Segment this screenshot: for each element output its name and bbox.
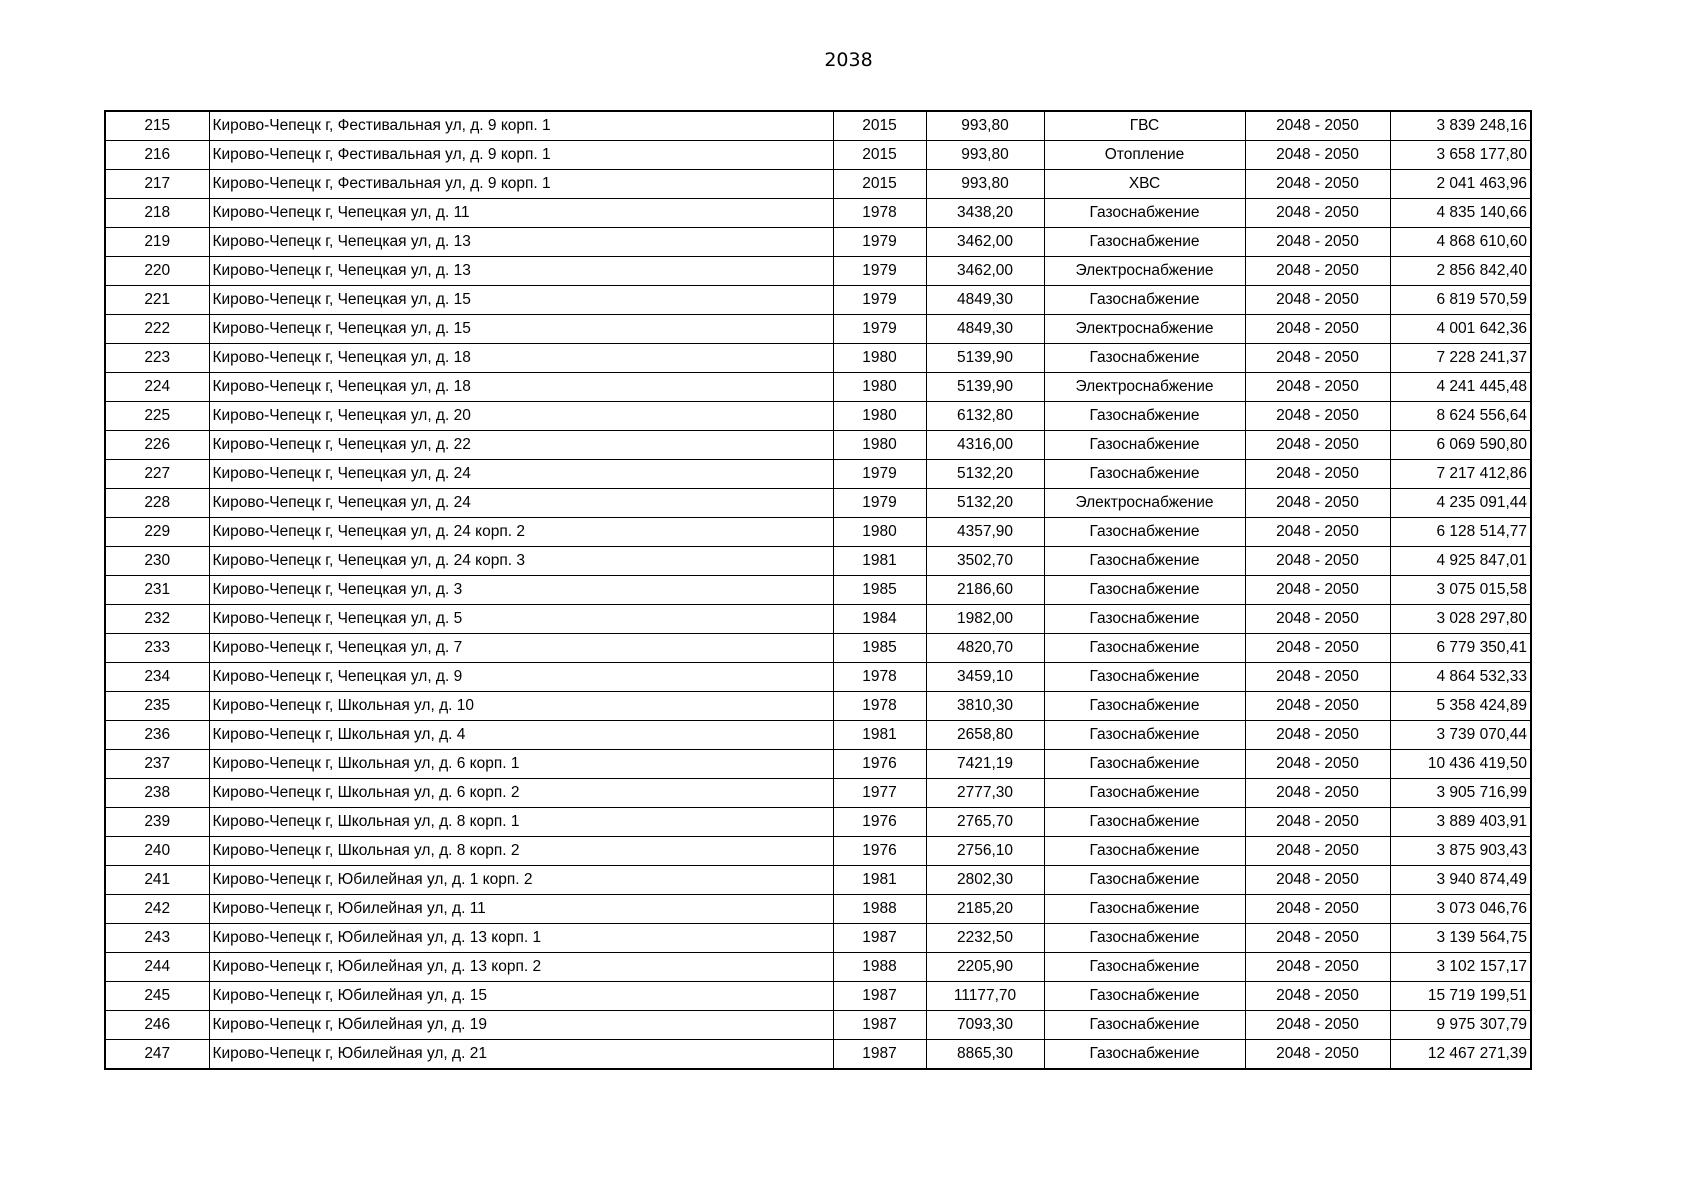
cell-build-year: 1978: [833, 199, 926, 228]
cell-row-number: 245: [105, 982, 209, 1011]
cell-repair-period: 2048 - 2050: [1245, 866, 1390, 895]
cell-address: Кирово-Чепецк г, Юбилейная ул, д. 13 корп. 2: [209, 953, 833, 982]
cell-build-year: 1979: [833, 257, 926, 286]
cell-service-type: Электроснабжение: [1044, 489, 1245, 518]
cell-row-number: 232: [105, 605, 209, 634]
cell-repair-period: 2048 - 2050: [1245, 199, 1390, 228]
cell-address: Кирово-Чепецк г, Фестивальная ул, д. 9 корп. 1: [209, 170, 833, 199]
cell-service-type: ГВС: [1044, 111, 1245, 141]
cell-cost: 3 073 046,76: [1390, 895, 1531, 924]
cell-repair-period: 2048 - 2050: [1245, 721, 1390, 750]
cell-area: 11177,70: [926, 982, 1044, 1011]
cell-row-number: 243: [105, 924, 209, 953]
cell-area: 5132,20: [926, 460, 1044, 489]
cell-row-number: 236: [105, 721, 209, 750]
cell-address: Кирово-Чепецк г, Чепецкая ул, д. 18: [209, 344, 833, 373]
cell-service-type: Газоснабжение: [1044, 547, 1245, 576]
cell-repair-period: 2048 - 2050: [1245, 344, 1390, 373]
cell-area: 4820,70: [926, 634, 1044, 663]
cell-area: 3810,30: [926, 692, 1044, 721]
cell-area: 8865,30: [926, 1040, 1044, 1070]
cell-build-year: 1978: [833, 663, 926, 692]
cell-service-type: Отопление: [1044, 141, 1245, 170]
cell-row-number: 223: [105, 344, 209, 373]
cell-row-number: 239: [105, 808, 209, 837]
cell-area: 2186,60: [926, 576, 1044, 605]
cell-address: Кирово-Чепецк г, Чепецкая ул, д. 20: [209, 402, 833, 431]
cell-repair-period: 2048 - 2050: [1245, 518, 1390, 547]
cell-repair-period: 2048 - 2050: [1245, 692, 1390, 721]
cell-address: Кирово-Чепецк г, Юбилейная ул, д. 21: [209, 1040, 833, 1070]
cell-build-year: 1987: [833, 924, 926, 953]
cell-cost: 3 875 903,43: [1390, 837, 1531, 866]
cell-build-year: 1988: [833, 895, 926, 924]
cell-area: 3459,10: [926, 663, 1044, 692]
cell-address: Кирово-Чепецк г, Фестивальная ул, д. 9 корп. 1: [209, 141, 833, 170]
cell-row-number: 222: [105, 315, 209, 344]
cell-address: Кирово-Чепецк г, Юбилейная ул, д. 19: [209, 1011, 833, 1040]
cell-row-number: 240: [105, 837, 209, 866]
cell-service-type: Электроснабжение: [1044, 315, 1245, 344]
cell-cost: 3 905 716,99: [1390, 779, 1531, 808]
cell-address: Кирово-Чепецк г, Фестивальная ул, д. 9 корп. 1: [209, 111, 833, 141]
cell-service-type: Газоснабжение: [1044, 895, 1245, 924]
cell-build-year: 1987: [833, 1040, 926, 1070]
cell-build-year: 1980: [833, 431, 926, 460]
cell-service-type: ХВС: [1044, 170, 1245, 199]
cell-service-type: Газоснабжение: [1044, 431, 1245, 460]
cell-repair-period: 2048 - 2050: [1245, 1011, 1390, 1040]
cell-service-type: Газоснабжение: [1044, 286, 1245, 315]
cell-address: Кирово-Чепецк г, Чепецкая ул, д. 15: [209, 315, 833, 344]
cell-service-type: Газоснабжение: [1044, 721, 1245, 750]
cell-build-year: 1976: [833, 808, 926, 837]
cell-area: 4849,30: [926, 315, 1044, 344]
cell-cost: 3 028 297,80: [1390, 605, 1531, 634]
cell-area: 2802,30: [926, 866, 1044, 895]
cell-repair-period: 2048 - 2050: [1245, 895, 1390, 924]
cell-build-year: 1980: [833, 518, 926, 547]
cell-row-number: 220: [105, 257, 209, 286]
table-row: [105, 692, 1531, 721]
cell-service-type: Электроснабжение: [1044, 257, 1245, 286]
cell-address: Кирово-Чепецк г, Чепецкая ул, д. 11: [209, 199, 833, 228]
cell-service-type: Газоснабжение: [1044, 344, 1245, 373]
cell-area: 2185,20: [926, 895, 1044, 924]
cell-row-number: 228: [105, 489, 209, 518]
cell-cost: 6 128 514,77: [1390, 518, 1531, 547]
cell-cost: 2 856 842,40: [1390, 257, 1531, 286]
cell-cost: 6 779 350,41: [1390, 634, 1531, 663]
table-row: [105, 402, 1531, 431]
cell-repair-period: 2048 - 2050: [1245, 460, 1390, 489]
cell-build-year: 1979: [833, 460, 926, 489]
cell-service-type: Газоснабжение: [1044, 605, 1245, 634]
cell-area: 993,80: [926, 111, 1044, 141]
cell-service-type: Газоснабжение: [1044, 576, 1245, 605]
cell-row-number: 230: [105, 547, 209, 576]
cell-area: 2756,10: [926, 837, 1044, 866]
cell-cost: 3 839 248,16: [1390, 111, 1531, 141]
cell-address: Кирово-Чепецк г, Школьная ул, д. 8 корп. 2: [209, 837, 833, 866]
cell-cost: 3 889 403,91: [1390, 808, 1531, 837]
cell-repair-period: 2048 - 2050: [1245, 779, 1390, 808]
cell-build-year: 1987: [833, 1011, 926, 1040]
cell-repair-period: 2048 - 2050: [1245, 315, 1390, 344]
cell-cost: 4 925 847,01: [1390, 547, 1531, 576]
cell-service-type: Газоснабжение: [1044, 1040, 1245, 1070]
cell-build-year: 2015: [833, 111, 926, 141]
cell-row-number: 225: [105, 402, 209, 431]
cell-address: Кирово-Чепецк г, Чепецкая ул, д. 9: [209, 663, 833, 692]
registry-table: [104, 110, 1532, 1070]
cell-service-type: Электроснабжение: [1044, 373, 1245, 402]
table-row: [105, 228, 1531, 257]
cell-row-number: 242: [105, 895, 209, 924]
cell-address: Кирово-Чепецк г, Чепецкая ул, д. 5: [209, 605, 833, 634]
cell-repair-period: 2048 - 2050: [1245, 373, 1390, 402]
cell-cost: 3 075 015,58: [1390, 576, 1531, 605]
table-row: [105, 141, 1531, 170]
cell-address: Кирово-Чепецк г, Школьная ул, д. 4: [209, 721, 833, 750]
cell-row-number: 241: [105, 866, 209, 895]
cell-row-number: 224: [105, 373, 209, 402]
cell-cost: 6 819 570,59: [1390, 286, 1531, 315]
table-row: [105, 460, 1531, 489]
cell-service-type: Газоснабжение: [1044, 808, 1245, 837]
cell-cost: 2 041 463,96: [1390, 170, 1531, 199]
cell-area: 2658,80: [926, 721, 1044, 750]
table-row: [105, 779, 1531, 808]
table-row: [105, 111, 1531, 141]
cell-build-year: 1980: [833, 402, 926, 431]
cell-row-number: 231: [105, 576, 209, 605]
cell-repair-period: 2048 - 2050: [1245, 111, 1390, 141]
cell-service-type: Газоснабжение: [1044, 634, 1245, 663]
cell-cost: 15 719 199,51: [1390, 982, 1531, 1011]
cell-repair-period: 2048 - 2050: [1245, 141, 1390, 170]
table-row: [105, 431, 1531, 460]
cell-service-type: Газоснабжение: [1044, 866, 1245, 895]
cell-service-type: Газоснабжение: [1044, 750, 1245, 779]
table-row: [105, 924, 1531, 953]
cell-service-type: Газоснабжение: [1044, 924, 1245, 953]
cell-cost: 6 069 590,80: [1390, 431, 1531, 460]
cell-area: 7421,19: [926, 750, 1044, 779]
cell-address: Кирово-Чепецк г, Школьная ул, д. 6 корп. 1: [209, 750, 833, 779]
cell-address: Кирово-Чепецк г, Чепецкая ул, д. 24 корп. 2: [209, 518, 833, 547]
cell-repair-period: 2048 - 2050: [1245, 1040, 1390, 1070]
cell-repair-period: 2048 - 2050: [1245, 953, 1390, 982]
table-row: [105, 344, 1531, 373]
cell-row-number: 246: [105, 1011, 209, 1040]
cell-address: Кирово-Чепецк г, Юбилейная ул, д. 13 корп. 1: [209, 924, 833, 953]
cell-cost: 8 624 556,64: [1390, 402, 1531, 431]
cell-area: 5132,20: [926, 489, 1044, 518]
table-row: [105, 257, 1531, 286]
table-row: [105, 315, 1531, 344]
cell-repair-period: 2048 - 2050: [1245, 663, 1390, 692]
cell-address: Кирово-Чепецк г, Чепецкая ул, д. 22: [209, 431, 833, 460]
table-row: [105, 895, 1531, 924]
cell-row-number: 229: [105, 518, 209, 547]
table-row: [105, 866, 1531, 895]
cell-address: Кирово-Чепецк г, Чепецкая ул, д. 3: [209, 576, 833, 605]
table-row: [105, 721, 1531, 750]
cell-address: Кирово-Чепецк г, Чепецкая ул, д. 24: [209, 489, 833, 518]
cell-build-year: 1981: [833, 547, 926, 576]
cell-address: Кирово-Чепецк г, Чепецкая ул, д. 7: [209, 634, 833, 663]
cell-service-type: Газоснабжение: [1044, 953, 1245, 982]
cell-cost: 7 217 412,86: [1390, 460, 1531, 489]
cell-build-year: 1979: [833, 315, 926, 344]
cell-build-year: 1985: [833, 576, 926, 605]
table-row: [105, 982, 1531, 1011]
cell-cost: 12 467 271,39: [1390, 1040, 1531, 1070]
table-row: [105, 286, 1531, 315]
cell-area: 3462,00: [926, 228, 1044, 257]
cell-service-type: Газоснабжение: [1044, 402, 1245, 431]
table-row: [105, 634, 1531, 663]
cell-area: 3502,70: [926, 547, 1044, 576]
cell-repair-period: 2048 - 2050: [1245, 808, 1390, 837]
cell-repair-period: 2048 - 2050: [1245, 605, 1390, 634]
cell-build-year: 1984: [833, 605, 926, 634]
cell-area: 2205,90: [926, 953, 1044, 982]
cell-address: Кирово-Чепецк г, Чепецкая ул, д. 13: [209, 228, 833, 257]
cell-area: 6132,80: [926, 402, 1044, 431]
cell-area: 1982,00: [926, 605, 1044, 634]
cell-cost: 4 235 091,44: [1390, 489, 1531, 518]
cell-row-number: 219: [105, 228, 209, 257]
cell-service-type: Газоснабжение: [1044, 518, 1245, 547]
table-row: [105, 750, 1531, 779]
cell-row-number: 226: [105, 431, 209, 460]
page-number: 2038: [824, 49, 873, 71]
cell-row-number: 227: [105, 460, 209, 489]
table-row: [105, 373, 1531, 402]
cell-build-year: 2015: [833, 141, 926, 170]
cell-build-year: 1980: [833, 373, 926, 402]
cell-address: Кирово-Чепецк г, Школьная ул, д. 6 корп. 2: [209, 779, 833, 808]
cell-cost: 3 940 874,49: [1390, 866, 1531, 895]
cell-repair-period: 2048 - 2050: [1245, 286, 1390, 315]
table-row: [105, 576, 1531, 605]
cell-cost: 3 139 564,75: [1390, 924, 1531, 953]
cell-area: 3462,00: [926, 257, 1044, 286]
cell-cost: 4 864 532,33: [1390, 663, 1531, 692]
table-row: [105, 605, 1531, 634]
cell-area: 7093,30: [926, 1011, 1044, 1040]
cell-build-year: 1980: [833, 344, 926, 373]
cell-cost: 3 102 157,17: [1390, 953, 1531, 982]
cell-area: 993,80: [926, 141, 1044, 170]
cell-area: 993,80: [926, 170, 1044, 199]
cell-service-type: Газоснабжение: [1044, 692, 1245, 721]
cell-repair-period: 2048 - 2050: [1245, 489, 1390, 518]
cell-repair-period: 2048 - 2050: [1245, 257, 1390, 286]
cell-build-year: 1987: [833, 982, 926, 1011]
cell-service-type: Газоснабжение: [1044, 663, 1245, 692]
cell-repair-period: 2048 - 2050: [1245, 170, 1390, 199]
cell-build-year: 1978: [833, 692, 926, 721]
cell-repair-period: 2048 - 2050: [1245, 837, 1390, 866]
cell-repair-period: 2048 - 2050: [1245, 924, 1390, 953]
table-row: [105, 489, 1531, 518]
cell-service-type: Газоснабжение: [1044, 1011, 1245, 1040]
cell-row-number: 218: [105, 199, 209, 228]
cell-row-number: 235: [105, 692, 209, 721]
cell-cost: 10 436 419,50: [1390, 750, 1531, 779]
cell-service-type: Газоснабжение: [1044, 837, 1245, 866]
cell-area: 2232,50: [926, 924, 1044, 953]
cell-area: 5139,90: [926, 373, 1044, 402]
cell-area: 2765,70: [926, 808, 1044, 837]
cell-cost: 7 228 241,37: [1390, 344, 1531, 373]
cell-address: Кирово-Чепецк г, Юбилейная ул, д. 15: [209, 982, 833, 1011]
cell-cost: 4 241 445,48: [1390, 373, 1531, 402]
cell-cost: 3 739 070,44: [1390, 721, 1531, 750]
table-row: [105, 518, 1531, 547]
cell-repair-period: 2048 - 2050: [1245, 634, 1390, 663]
table-row: [105, 837, 1531, 866]
cell-build-year: 1981: [833, 721, 926, 750]
cell-repair-period: 2048 - 2050: [1245, 402, 1390, 431]
table-row: [105, 663, 1531, 692]
cell-cost: 9 975 307,79: [1390, 1011, 1531, 1040]
cell-row-number: 247: [105, 1040, 209, 1070]
cell-cost: 5 358 424,89: [1390, 692, 1531, 721]
cell-build-year: 1979: [833, 228, 926, 257]
cell-repair-period: 2048 - 2050: [1245, 576, 1390, 605]
cell-row-number: 221: [105, 286, 209, 315]
cell-service-type: Газоснабжение: [1044, 982, 1245, 1011]
cell-address: Кирово-Чепецк г, Чепецкая ул, д. 24: [209, 460, 833, 489]
cell-row-number: 215: [105, 111, 209, 141]
table-row: [105, 199, 1531, 228]
cell-address: Кирово-Чепецк г, Юбилейная ул, д. 11: [209, 895, 833, 924]
cell-build-year: 1976: [833, 750, 926, 779]
cell-service-type: Газоснабжение: [1044, 199, 1245, 228]
cell-cost: 4 835 140,66: [1390, 199, 1531, 228]
cell-area: 3438,20: [926, 199, 1044, 228]
cell-address: Кирово-Чепецк г, Школьная ул, д. 10: [209, 692, 833, 721]
table-row: [105, 547, 1531, 576]
table-row: [105, 808, 1531, 837]
cell-row-number: 244: [105, 953, 209, 982]
cell-area: 4316,00: [926, 431, 1044, 460]
cell-cost: 4 001 642,36: [1390, 315, 1531, 344]
cell-row-number: 216: [105, 141, 209, 170]
cell-build-year: 1979: [833, 489, 926, 518]
cell-area: 4849,30: [926, 286, 1044, 315]
cell-repair-period: 2048 - 2050: [1245, 750, 1390, 779]
cell-row-number: 217: [105, 170, 209, 199]
cell-row-number: 238: [105, 779, 209, 808]
cell-row-number: 234: [105, 663, 209, 692]
cell-repair-period: 2048 - 2050: [1245, 547, 1390, 576]
cell-address: Кирово-Чепецк г, Чепецкая ул, д. 18: [209, 373, 833, 402]
cell-service-type: Газоснабжение: [1044, 779, 1245, 808]
table-row: [105, 1011, 1531, 1040]
cell-address: Кирово-Чепецк г, Юбилейная ул, д. 1 корп. 2: [209, 866, 833, 895]
cell-address: Кирово-Чепецк г, Чепецкая ул, д. 13: [209, 257, 833, 286]
cell-build-year: 1981: [833, 866, 926, 895]
cell-address: Кирово-Чепецк г, Чепецкая ул, д. 24 корп. 3: [209, 547, 833, 576]
table-body: [105, 111, 1531, 1069]
cell-area: 5139,90: [926, 344, 1044, 373]
cell-address: Кирово-Чепецк г, Чепецкая ул, д. 15: [209, 286, 833, 315]
table-row: [105, 170, 1531, 199]
cell-build-year: 1976: [833, 837, 926, 866]
cell-repair-period: 2048 - 2050: [1245, 228, 1390, 257]
cell-address: Кирово-Чепецк г, Школьная ул, д. 8 корп. 1: [209, 808, 833, 837]
cell-row-number: 233: [105, 634, 209, 663]
cell-build-year: 1977: [833, 779, 926, 808]
cell-repair-period: 2048 - 2050: [1245, 431, 1390, 460]
cell-cost: 3 658 177,80: [1390, 141, 1531, 170]
cell-cost: 4 868 610,60: [1390, 228, 1531, 257]
cell-row-number: 237: [105, 750, 209, 779]
cell-repair-period: 2048 - 2050: [1245, 982, 1390, 1011]
table-row: [105, 1040, 1531, 1070]
cell-area: 4357,90: [926, 518, 1044, 547]
cell-service-type: Газоснабжение: [1044, 460, 1245, 489]
cell-build-year: 1988: [833, 953, 926, 982]
cell-build-year: 2015: [833, 170, 926, 199]
cell-area: 2777,30: [926, 779, 1044, 808]
table-row: [105, 953, 1531, 982]
cell-build-year: 1979: [833, 286, 926, 315]
cell-service-type: Газоснабжение: [1044, 228, 1245, 257]
cell-build-year: 1985: [833, 634, 926, 663]
